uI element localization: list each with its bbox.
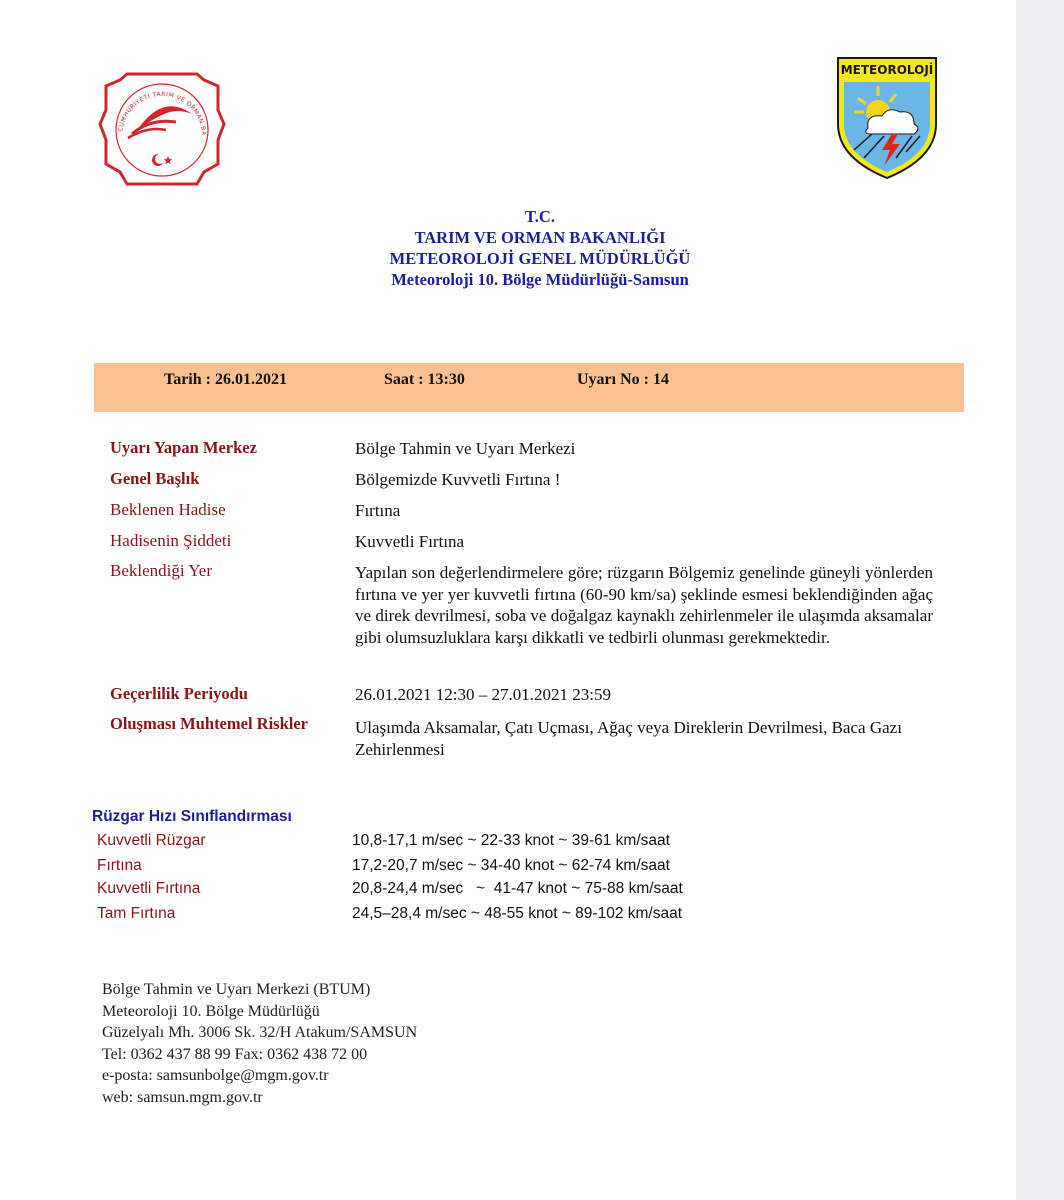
label-expected-location: Beklendiği Yer: [110, 561, 212, 580]
wind-row-value: 17,2-20,7 m/sec ~ 34-40 knot ~ 62-74 km/saat: [352, 857, 670, 874]
label-general-title: Genel Başlık: [110, 469, 200, 488]
footer-office-name: Meteoroloji 10. Bölge Müdürlüğü: [102, 1002, 320, 1020]
label-event-severity: Hadisenin Şiddeti: [110, 531, 232, 550]
value-general-title: Bölgemizde Kuvvetli Fırtına !: [355, 470, 561, 489]
footer-website: web: samsun.mgm.gov.tr: [102, 1088, 263, 1106]
document-header: [300, 206, 780, 290]
value-event-severity: Kuvvetli Fırtına: [355, 532, 465, 551]
wind-row-name: Tam Fırtına: [97, 905, 176, 922]
footer-address: Güzelyalı Mh. 3006 Sk. 32/H Atakum/SAMSUN: [102, 1024, 418, 1041]
value-validity-period: 26.01.2021 12:30 – 27.01.2021 23:59: [355, 685, 611, 704]
header-tc: T.C.: [525, 207, 555, 226]
footer-email: e-posta: samsunbolge@mgm.gov.tr: [102, 1067, 329, 1084]
wind-row-name: Kuvvetli Fırtına: [97, 880, 201, 897]
label-validity-period: Geçerlilik Periyodu: [110, 684, 248, 703]
value-expected-location: Yapılan son değerlendirmelere göre; rüzgarın Bölgemiz genelinde güneyli yönlerden fırtına ve yer yer kuvvetli fırtına (60-90 km/sa) şeklinde esmesi beklendiğinden ağaç ve direk devrilmesi, soba ve doğalgaz kaynaklı zehirlenmeler ile ulaşımda aksamalar gibi olumsuzluklara karşı dikkatli ve tedbirli olunması gerekmektedir.: [355, 563, 933, 647]
warning-number: Uyarı No : 14: [577, 371, 669, 388]
value-possible-risks: Ulaşımda Aksamalar, Çatı Uçması, Ağaç veya Direklerin Devrilmesi, Baca Gazı Zehirlenmesi: [355, 718, 902, 759]
warning-info-bar: [94, 363, 964, 412]
viewer-margin: [1016, 0, 1064, 1200]
contact-footer: [102, 979, 417, 1108]
meteoroloji-shield-icon: [834, 54, 940, 182]
svg-text:METEOROLOJİ: METEOROLOJİ: [840, 63, 934, 77]
wind-row-value: 10,8-17,1 m/sec ~ 22-33 knot ~ 39-61 km/saat: [352, 832, 670, 849]
label-issuing-center: Uyarı Yapan Merkez: [110, 438, 257, 457]
footer-center-name: Bölge Tahmin ve Uyarı Merkezi (BTUM): [102, 981, 371, 998]
wind-classification-title: Rüzgar Hızı Sınıflandırması: [92, 808, 292, 825]
header-ministry: TARIM VE ORMAN BAKANLIĞI: [414, 228, 666, 247]
label-possible-risks: Oluşması Muhtemel Riskler: [110, 714, 308, 733]
wind-row-value: 20,8-24,4 m/sec ~ 41-47 knot ~ 75-88 km/saat: [352, 880, 683, 897]
wind-row-name: Kuvvetli Rüzgar: [97, 832, 206, 849]
svg-text:TÜRKİYE CUMHURİYETİ TARIM VE O: CUMHURİYETİ TARIM VE ORMAN BA: [117, 90, 208, 136]
header-directorate: METEOROLOJİ GENEL MÜDÜRLÜĞÜ: [389, 249, 691, 268]
value-issuing-center: Bölge Tahmin ve Uyarı Merkezi: [355, 439, 576, 458]
value-expected-event: Fırtına: [355, 501, 401, 520]
ministry-seal-icon: [92, 64, 232, 194]
wind-row-name: Fırtına: [97, 857, 142, 874]
footer-phone-fax: Tel: 0362 437 88 99 Fax: 0362 438 72 00: [102, 1045, 368, 1063]
header-regional-office: Meteoroloji 10. Bölge Müdürlüğü-Samsun: [391, 270, 689, 289]
warning-date: Tarih : 26.01.2021: [164, 371, 287, 388]
wind-row-value: 24,5–28,4 m/sec ~ 48-55 knot ~ 89-102 km/saat: [352, 905, 683, 922]
warning-time: Saat : 13:30: [384, 371, 465, 388]
label-expected-event: Beklenen Hadise: [110, 500, 226, 519]
